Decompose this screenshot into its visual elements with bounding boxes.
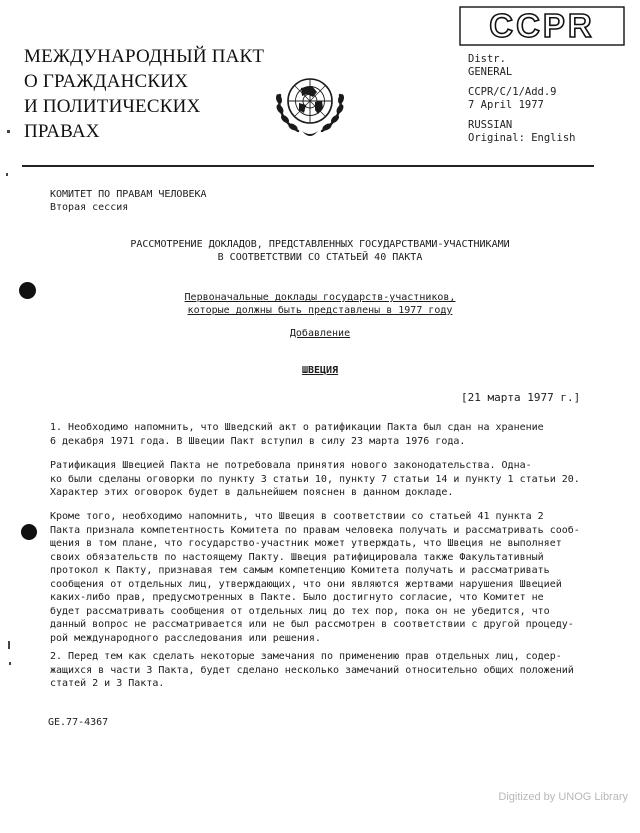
agenda-heading xyxy=(60,238,580,264)
text-line: Кроме того, необходимо напомнить, что Швеция в соответствии со статьей 41 пункта 2 xyxy=(50,511,544,522)
ccpr-logo-text: CCPR xyxy=(489,7,595,44)
text-line: своих обязательств по настоящему Пакту. Швеция ратифицировала также Факультативный xyxy=(50,551,544,563)
scan-speck xyxy=(9,662,11,665)
text-line: протокол к Пакту, признавая тем самым компетенцию Комитета получать и рассматривать xyxy=(50,565,550,576)
country-heading: ШВЕЦИЯ xyxy=(301,365,339,376)
text-line: сообщения от отдельных лиц, утверждающих, что они являются жертвами нарушения Швецией xyxy=(50,578,562,590)
addendum-label: Добавление xyxy=(289,328,351,339)
text-line: ко были сделаны оговорки по пункту 3 статьи 10, пункту 7 статьи 14 и пункту 1 статьи 20. xyxy=(50,473,580,485)
report-date: [21 марта 1977 г.] xyxy=(461,391,581,404)
text-line: Ратификация Швецией Пакта не потребовала принятия нового законодательства. Одна- xyxy=(50,460,532,471)
text-line: 6 декабря 1971 года. В Швеции Пакт вступил в силу 23 марта 1976 года. xyxy=(50,435,466,447)
distribution-block xyxy=(468,53,575,145)
text-line: щения в том плане, что государство-участник может утверждать, что Швеция не выполняет xyxy=(50,538,562,549)
text-line: Пакта признала компетентность Комитета по правам человека получать и рассматривать сооб- xyxy=(50,524,580,536)
paragraph-competence xyxy=(50,510,585,645)
ccpr-logo xyxy=(459,6,625,46)
text-line: данный вопрос не рассматривается или не был рассмотрен в соответствии с другой процеду- xyxy=(50,619,574,630)
text-line: жащихся в части 3 Пакта, будет сделано несколько замечаний относительно общих положений xyxy=(50,664,574,676)
document-date: 7 April 1977 xyxy=(468,99,544,111)
paragraph-ratification xyxy=(50,459,585,500)
original-language: Original: English xyxy=(468,132,576,144)
text-line: Характер этих оговорок будет в дальнейшем пояснен в данном докладе. xyxy=(50,487,454,498)
title-line: ПРАВАХ xyxy=(24,121,100,142)
punch-hole xyxy=(19,282,36,299)
agenda-line: РАССМОТРЕНИЕ ДОКЛАДОВ, ПРЕДСТАВЛЕННЫХ ГОСУДАРСТВАМИ-УЧАСТНИКАМИ xyxy=(130,239,510,250)
text-line: каких-либо прав, предусмотренных в Пакте. Было достигнуто согласие, что Комитет не xyxy=(50,592,544,603)
document-number: GE.77-4367 xyxy=(48,717,109,728)
scan-speck xyxy=(7,130,10,133)
header-divider xyxy=(22,165,594,167)
text-line: статей 2 и 3 Пакта. xyxy=(50,678,165,689)
punch-hole xyxy=(21,524,37,540)
text-line: будет рассматривать сообщения от отдельных лиц до тех пор, пока он не убедится, что xyxy=(50,605,550,617)
un-emblem-icon xyxy=(268,61,352,145)
subtitle xyxy=(60,291,580,317)
subtitle-line: Первоначальные доклады государств-участников, xyxy=(184,292,456,303)
text-line: 1. Необходимо напомнить, что Шведский акт о ратификации Пакта был сдан на хранение xyxy=(50,422,544,433)
session-label: Вторая сессия xyxy=(50,202,129,213)
distr-level: GENERAL xyxy=(468,66,513,78)
title-line: О ГРАЖДАНСКИХ xyxy=(24,71,189,92)
scan-speck xyxy=(6,173,8,176)
paragraph-1 xyxy=(50,421,585,448)
scan-speck xyxy=(8,641,10,649)
digitized-watermark: Digitized by UNOG Library xyxy=(498,791,628,803)
committee-name: КОМИТЕТ ПО ПРАВАМ ЧЕЛОВЕКА xyxy=(50,189,207,200)
text-line: 2. Перед тем как сделать некоторые замечания по применению прав отдельных лиц, содер- xyxy=(50,651,562,662)
paragraph-2 xyxy=(50,650,585,691)
covenant-title xyxy=(24,44,264,144)
text-line: рой международного расследования или решения. xyxy=(50,632,321,644)
document-language: RUSSIAN xyxy=(468,119,513,131)
subtitle-line: которые должны быть представлены в 1977 году xyxy=(187,305,453,316)
agenda-line: В СООТВЕТСТВИИ СО СТАТЬЕЙ 40 ПАКТА xyxy=(217,252,423,263)
title-line: И ПОЛИТИЧЕСКИХ xyxy=(24,96,201,117)
title-line: МЕЖДУНАРОДНЫЙ ПАКТ xyxy=(24,46,265,67)
document-symbol: CCPR/C/1/Add.9 xyxy=(468,86,557,98)
distr-label: Distr. xyxy=(468,53,506,65)
